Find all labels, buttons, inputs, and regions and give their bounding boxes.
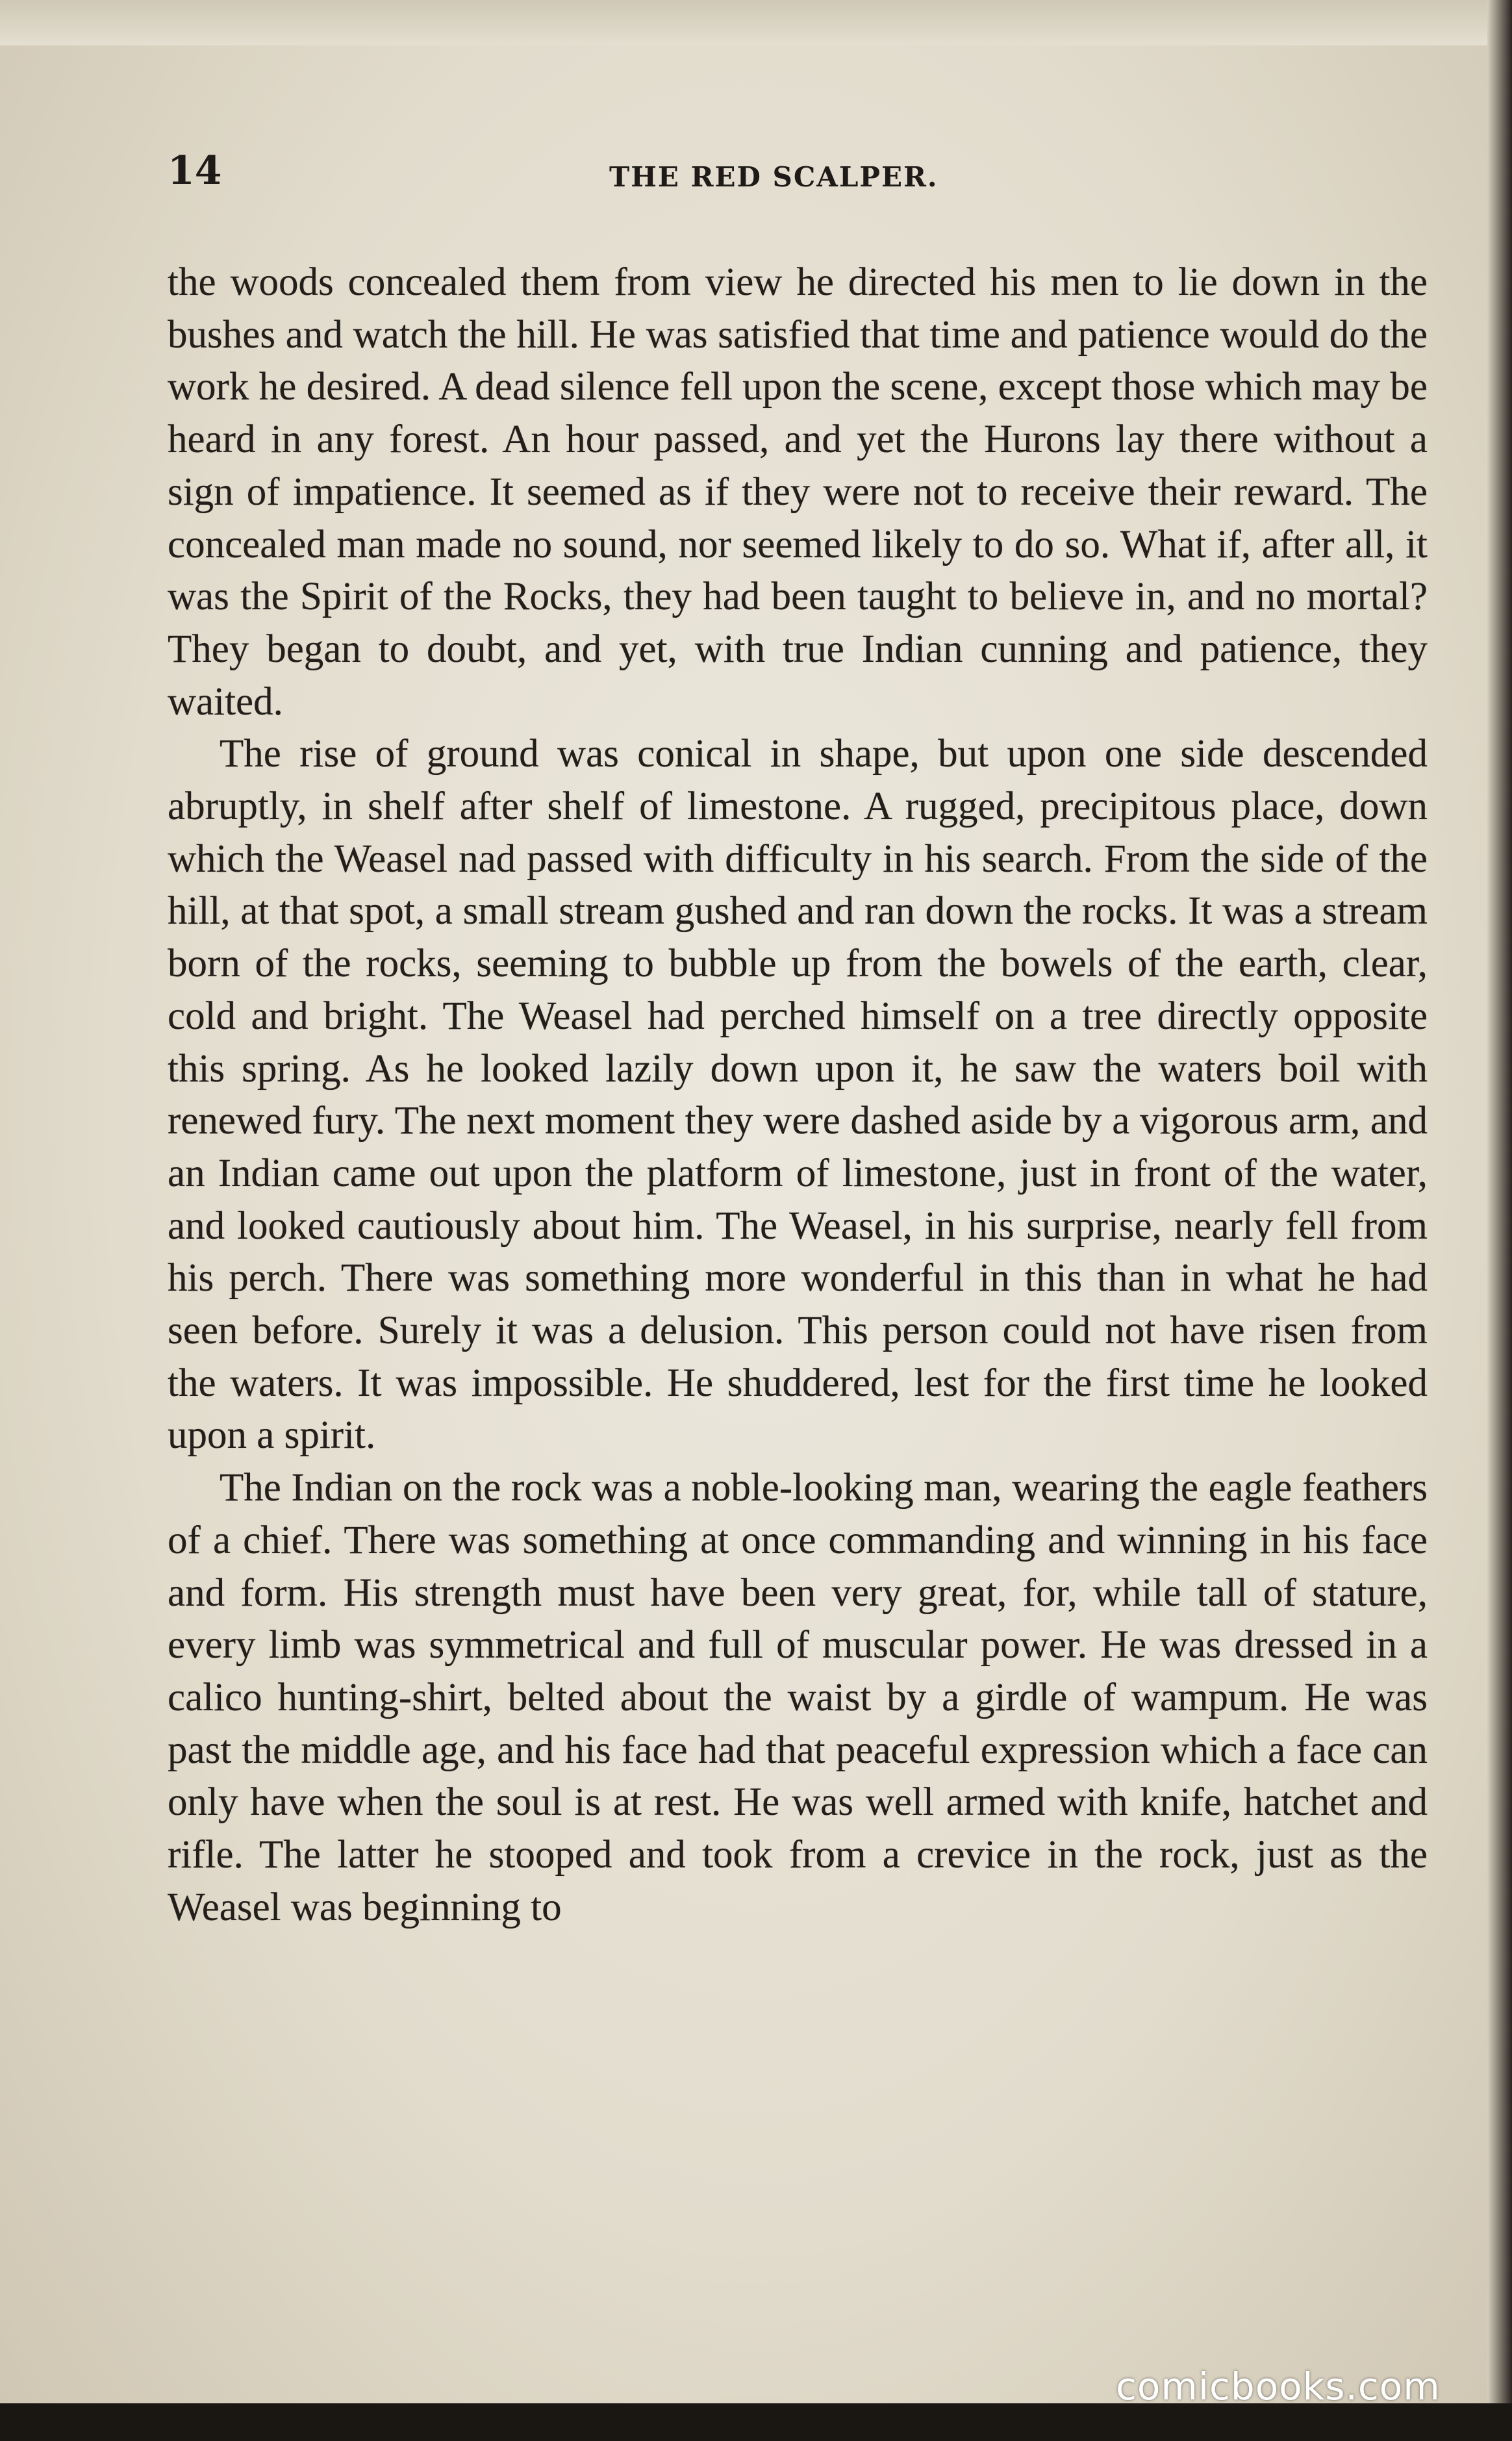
paragraph: the woods concealed them from view he directed his men to lie down in the bushes and watch the hill. He was satisfied that time and patience would do the work he desired. A dead silence fell upon the scene, except those which may be heard in any forest. An hour passed, and yet the Hurons lay there without a sign of impatience. It seemed as if they were not to receive their reward. The concealed man made no sound, nor seemed likely to do so. What if, after all, it was the Spirit of the Rocks, they had been taught to believe in, and no mortal? They began to doubt, and yet, with true Indian cunning and patience, they waited. <box>168 260 1428 724</box>
page-header <box>168 148 1421 207</box>
running-head: THE RED SCALPER. <box>609 161 939 193</box>
top-edge-shadow <box>0 0 1512 45</box>
watermark: comicbooks.com <box>1116 2364 1441 2409</box>
body-text <box>168 257 1428 1934</box>
bottom-edge-shadow <box>0 2403 1512 2441</box>
paragraph: The Indian on the rock was a noble-looking man, wearing the eagle feathers of a chief. There was something at once commanding and winning in his face and form. His strength must have been very great, for, while tall of stature, every limb was symmetrical and full of muscular power. He was dressed in a calico hunting-shirt, belted about the waist by a girdle of wampum. He was past the middle age, and his face had that peaceful expression which a face can only have when the soul is at rest. He was well armed with knife, hatchet and rifle. The latter he stooped and took from a crevice in the rock, just as the Weasel was beginning to <box>168 1466 1428 1929</box>
right-edge-shadow <box>1487 0 1512 2441</box>
paragraph: The rise of ground was conical in shape, but upon one side descended abruptly, in shelf after shelf of limestone. A rugged, precipitous place, down which the Weasel nad passed with difficulty in his search. From the side of the hill, at that spot, a small stream gushed and ran down the rocks. It was a stream born of the rocks, seeming to bubble up from the bowels of the earth, clear, cold and bright. The Weasel had perched himself on a tree directly opposite this spring. As he looked lazily down upon it, he saw the waters boil with renewed fury. The next moment they were dashed aside by a vigorous arm, and an Indian came out upon the platform of limestone, just in front of the water, and looked cautiously about him. The Weasel, in his surprise, nearly fell from his perch. There was something more wonderful in this than in what he had seen before. Surely it was a delusion. This person could not have risen from the waters. It was impossible. He shuddered, lest for the first time he looked upon a spirit. <box>168 732 1428 1458</box>
page-number: 14 <box>168 148 222 194</box>
